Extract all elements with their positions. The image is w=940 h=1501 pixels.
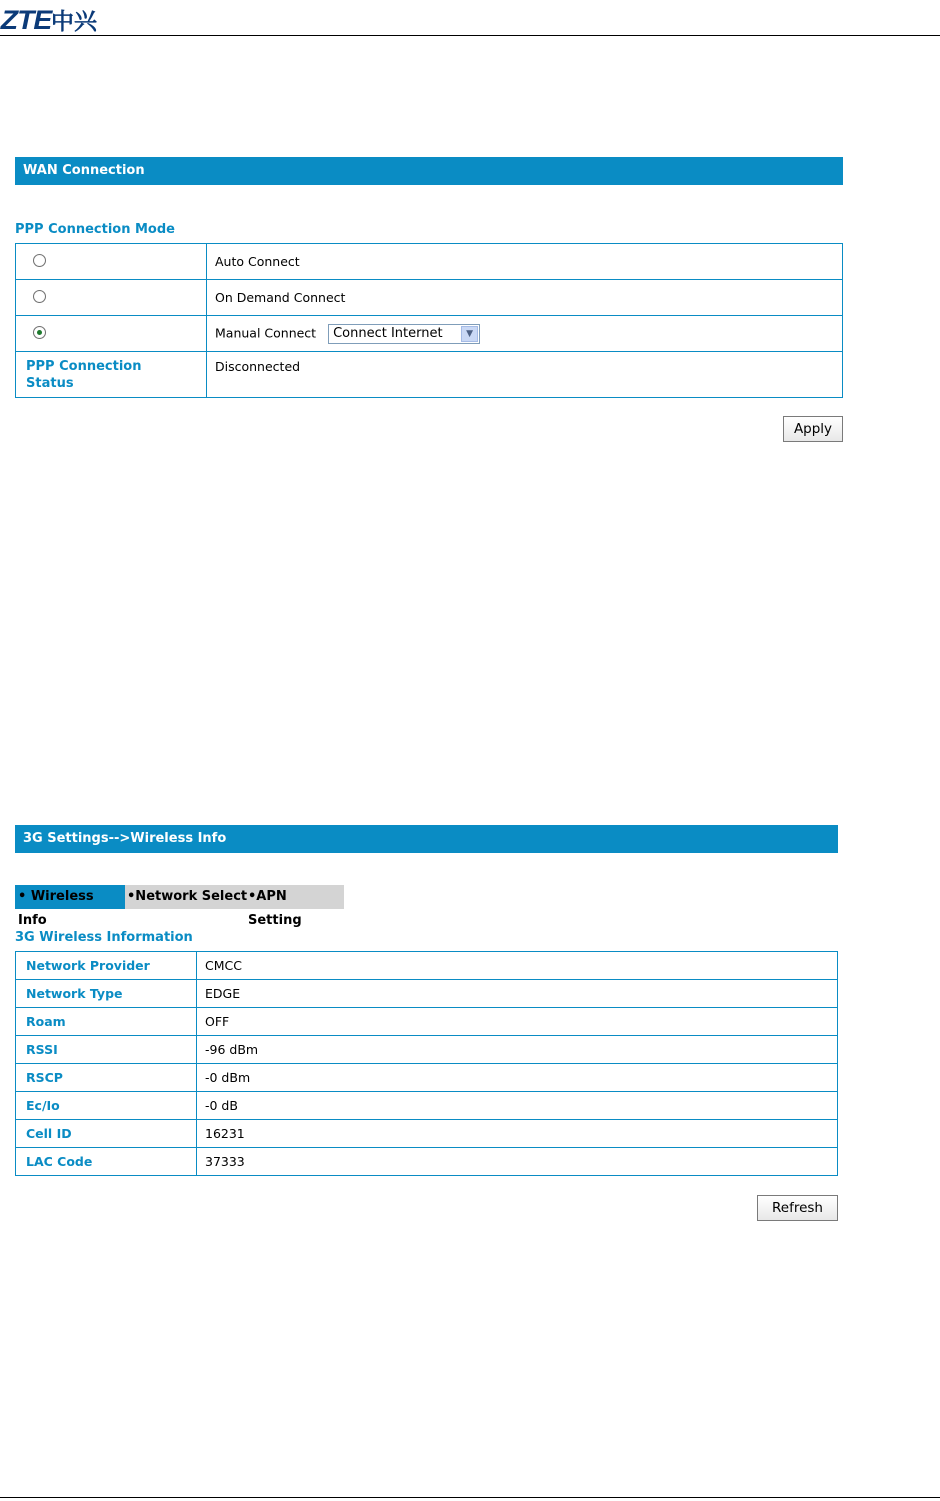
option-label: Manual Connect	[215, 325, 317, 340]
row-value: EDGE	[197, 980, 838, 1008]
row-label: Roam	[16, 1008, 197, 1036]
table-row	[16, 1064, 838, 1092]
option-row-on-demand	[16, 280, 843, 316]
logo-latin: ZTE	[0, 5, 52, 35]
table-row	[16, 1036, 838, 1064]
ppp-connection-mode-title: PPP Connection Mode	[15, 222, 175, 237]
wireless-information-title: 3G Wireless Information	[15, 930, 193, 945]
row-label: Network Type	[16, 980, 197, 1008]
option-row-auto	[16, 244, 843, 280]
row-label: LAC Code	[16, 1148, 197, 1176]
row-value: 37333	[197, 1148, 838, 1176]
manual-connect-select[interactable]	[328, 324, 480, 344]
row-value: 16231	[197, 1120, 838, 1148]
tab-wireless-info[interactable]: • Wireless Info	[15, 885, 125, 909]
logo-cn: 中兴	[51, 9, 97, 35]
wireless-info-table	[15, 951, 838, 1176]
row-label: RSSI	[16, 1036, 197, 1064]
table-row	[16, 1148, 838, 1176]
table-row	[16, 952, 838, 980]
select-value: Connect Internet	[333, 325, 443, 341]
row-value: CMCC	[197, 952, 838, 980]
chevron-down-icon[interactable]: ▼	[461, 326, 478, 342]
option-row-manual	[16, 316, 843, 352]
option-label: On Demand Connect	[207, 280, 843, 316]
option-label: Auto Connect	[207, 244, 843, 280]
refresh-button[interactable]: Refresh	[757, 1195, 838, 1221]
table-row	[16, 1008, 838, 1036]
radio-auto-connect[interactable]	[33, 254, 46, 267]
table-row	[16, 980, 838, 1008]
status-row	[16, 352, 843, 398]
header-divider	[0, 35, 940, 36]
row-label: Ec/Io	[16, 1092, 197, 1120]
tab-apn-setting[interactable]: •APN Setting	[248, 889, 302, 928]
row-value: -0 dB	[197, 1092, 838, 1120]
radio-manual-connect[interactable]	[33, 326, 46, 339]
row-value: -0 dBm	[197, 1064, 838, 1092]
apply-button[interactable]: Apply	[783, 416, 843, 442]
radio-on-demand-connect[interactable]	[33, 290, 46, 303]
table-row	[16, 1092, 838, 1120]
wan-connection-header: WAN Connection	[15, 157, 843, 185]
row-value: OFF	[197, 1008, 838, 1036]
footer-divider	[0, 1497, 940, 1498]
tab-network-select[interactable]: •Network Select	[127, 889, 248, 904]
row-label: RSCP	[16, 1064, 197, 1092]
tab-bar	[15, 885, 344, 928]
table-row	[16, 1120, 838, 1148]
ppp-status-value: Disconnected	[207, 352, 843, 398]
ppp-connection-table	[15, 243, 843, 398]
ppp-status-label: PPP Connection Status	[26, 358, 142, 391]
row-label: Cell ID	[16, 1120, 197, 1148]
wireless-info-header: 3G Settings-->Wireless Info	[15, 825, 838, 853]
row-label: Network Provider	[16, 952, 197, 980]
row-value: -96 dBm	[197, 1036, 838, 1064]
zte-logo	[2, 6, 97, 34]
